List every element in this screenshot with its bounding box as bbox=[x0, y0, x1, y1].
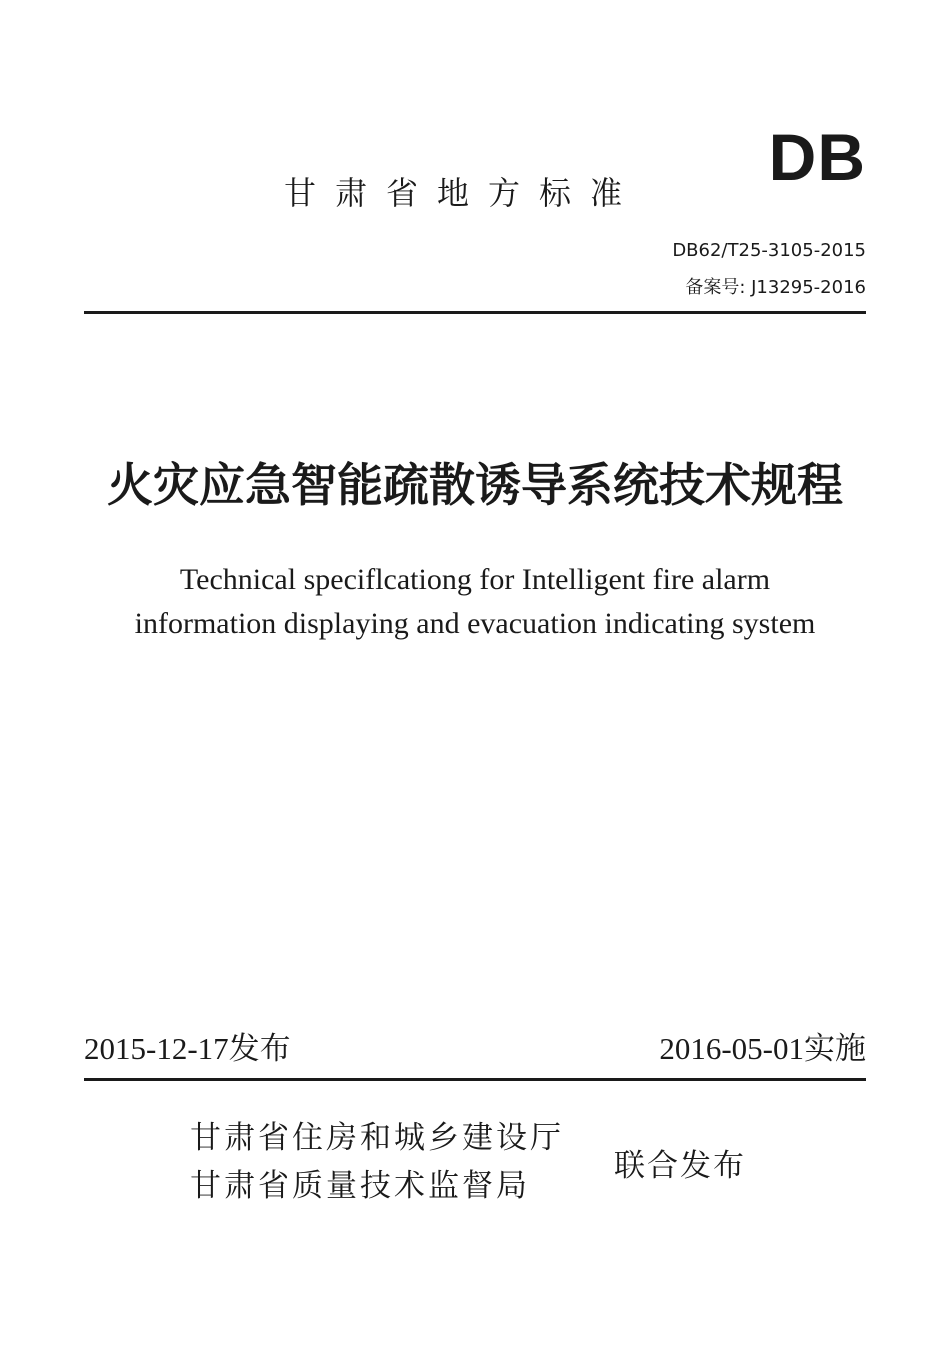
db-mark: DB bbox=[768, 120, 866, 194]
joint-issue-label: 联合发布 bbox=[614, 1148, 746, 1184]
record-number: 备案号: J13295-2016 bbox=[685, 277, 866, 298]
effective-date: 2016-05-01实施 bbox=[659, 1031, 866, 1066]
issuer-quality-bureau: 甘肃省质量技术监督局 bbox=[190, 1168, 530, 1204]
top-divider bbox=[84, 311, 866, 314]
standard-number: DB62/T25-3105-2015 bbox=[672, 240, 866, 261]
standard-category: 甘肃省地方标准 bbox=[284, 174, 642, 212]
title-chinese: 火灾应急智能疏散诱导系统技术规程 bbox=[107, 458, 843, 512]
issue-date: 2015-12-17发布 bbox=[84, 1031, 291, 1066]
issuer-housing-department: 甘肃省住房和城乡建设厅 bbox=[190, 1120, 564, 1156]
bottom-divider bbox=[84, 1078, 866, 1081]
title-english-line-2: information displaying and evacuation indicating system bbox=[134, 607, 816, 640]
title-english-line-1: Technical speciflcationg for Intelligent fire alarm bbox=[179, 563, 771, 596]
